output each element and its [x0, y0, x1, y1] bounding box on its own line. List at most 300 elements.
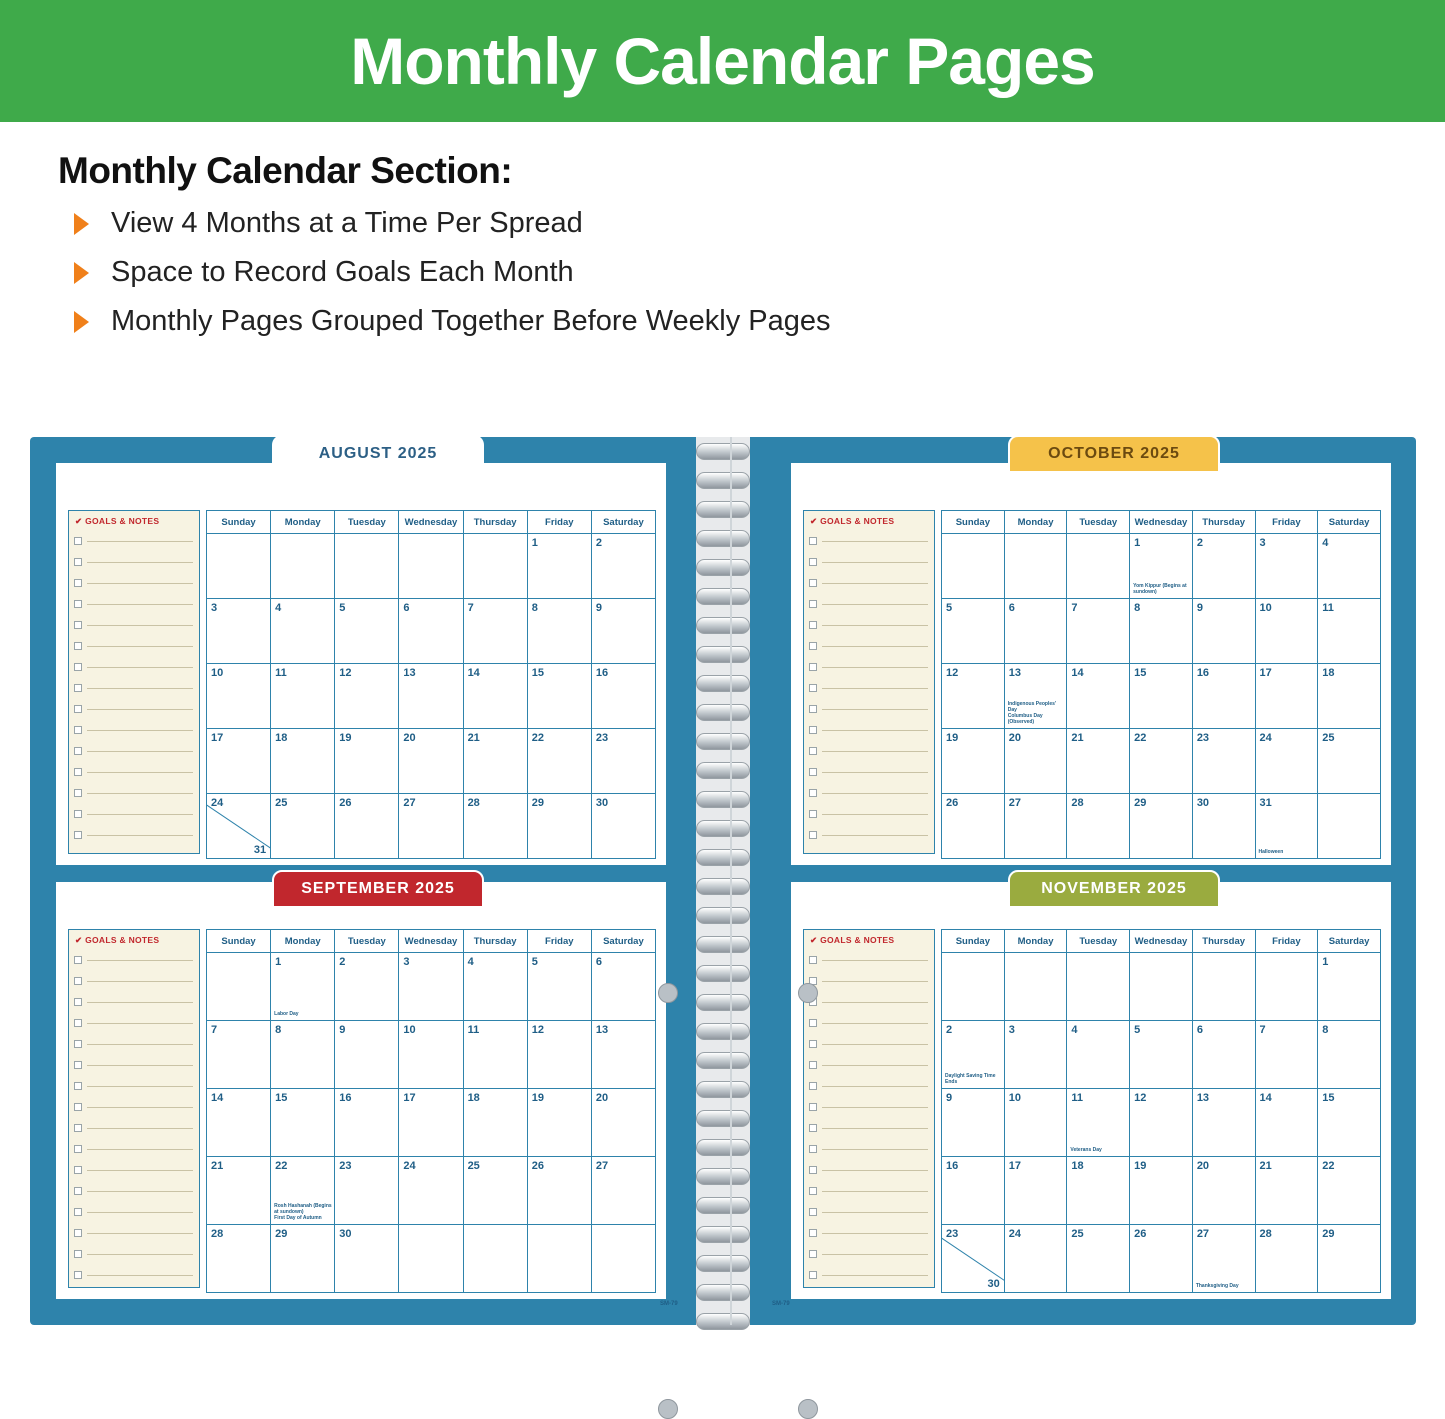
day-cell[interactable] [1255, 599, 1318, 664]
checkbox-icon[interactable] [74, 1208, 82, 1216]
day-cell[interactable] [207, 534, 271, 599]
checkbox-icon[interactable] [809, 642, 817, 650]
banner-title: Monthly Calendar Pages [350, 24, 1095, 98]
checkbox-icon[interactable] [74, 747, 82, 755]
day-number: 17 [211, 732, 224, 744]
checkbox-icon[interactable] [809, 1229, 817, 1237]
day-cell[interactable] [399, 534, 463, 599]
day-cell[interactable] [463, 1089, 527, 1157]
day-cell[interactable] [463, 1021, 527, 1089]
day-number: 19 [339, 732, 352, 744]
day-number: 22 [1322, 1160, 1335, 1172]
day-cell[interactable] [527, 1157, 591, 1225]
day-cell[interactable] [335, 1021, 399, 1089]
day-cell[interactable] [591, 953, 655, 1021]
goal-note-line[interactable] [74, 949, 193, 970]
checkbox-icon[interactable] [809, 1166, 817, 1174]
checkbox-icon[interactable] [809, 1040, 817, 1048]
goal-note-line[interactable] [809, 719, 928, 740]
spiral-coil [696, 704, 750, 721]
day-cell[interactable] [399, 664, 463, 729]
checkbox-icon[interactable] [74, 789, 82, 797]
checkbox-icon[interactable] [809, 789, 817, 797]
day-cell[interactable] [1067, 1021, 1130, 1089]
day-cell[interactable] [207, 1157, 271, 1225]
goal-note-line[interactable] [809, 677, 928, 698]
goal-note-line[interactable] [74, 614, 193, 635]
day-cell[interactable] [1318, 1021, 1381, 1089]
spiral-coil [696, 994, 750, 1011]
arrow-right-icon [74, 262, 89, 284]
day-cell[interactable] [1004, 599, 1067, 664]
day-cell[interactable] [1255, 794, 1318, 859]
holiday-label: Rosh Hashanah (Begins at sundown) First Day of Autumn [274, 1203, 332, 1221]
day-cell[interactable] [399, 729, 463, 794]
spiral-binding [690, 437, 756, 1325]
goal-note-line[interactable] [809, 635, 928, 656]
day-cell[interactable] [527, 794, 591, 859]
day-cell[interactable] [527, 599, 591, 664]
goal-note-line[interactable] [809, 803, 928, 824]
checkbox-icon[interactable] [74, 600, 82, 608]
goal-note-line[interactable] [74, 677, 193, 698]
day-cell[interactable] [942, 1225, 1005, 1293]
day-cell[interactable] [527, 534, 591, 599]
goals-title: ✔ GOALS & NOTES [75, 935, 160, 945]
day-cell[interactable] [1004, 1157, 1067, 1225]
goal-note-line[interactable] [809, 949, 928, 970]
day-cell[interactable] [1192, 729, 1255, 794]
day-cell[interactable] [1318, 1089, 1381, 1157]
day-cell[interactable] [942, 534, 1005, 599]
day-cell[interactable] [942, 729, 1005, 794]
day-cell[interactable] [1192, 1225, 1255, 1293]
goal-note-line[interactable] [74, 1096, 193, 1117]
day-cell[interactable] [271, 1225, 335, 1293]
day-cell[interactable] [1192, 664, 1255, 729]
checkbox-icon[interactable] [74, 810, 82, 818]
day-cell[interactable] [1004, 664, 1067, 729]
day-number: 24 [1259, 732, 1272, 744]
day-cell[interactable] [527, 1021, 591, 1089]
day-cell[interactable] [942, 1157, 1005, 1225]
day-cell[interactable] [1004, 534, 1067, 599]
spiral-coil [696, 936, 750, 953]
goal-note-line[interactable] [74, 1075, 193, 1096]
day-cell[interactable] [1318, 1157, 1381, 1225]
spiral-coil [696, 501, 750, 518]
goal-note-line[interactable] [74, 740, 193, 761]
day-number: 24 [211, 797, 224, 809]
goal-note-line[interactable] [809, 1264, 928, 1285]
day-cell[interactable] [271, 599, 335, 664]
day-cell[interactable] [399, 1157, 463, 1225]
day-cell[interactable] [271, 1089, 335, 1157]
day-cell[interactable] [942, 664, 1005, 729]
spiral-coil [696, 1139, 750, 1156]
goal-note-line[interactable] [809, 1159, 928, 1180]
goal-note-line[interactable] [809, 614, 928, 635]
day-cell[interactable] [1067, 794, 1130, 859]
checkbox-icon[interactable] [74, 831, 82, 839]
day-cell[interactable] [335, 1089, 399, 1157]
goal-note-line[interactable] [809, 593, 928, 614]
day-cell[interactable] [1192, 599, 1255, 664]
day-cell[interactable] [591, 794, 655, 859]
goal-note-line[interactable] [74, 572, 193, 593]
spiral-coil [696, 530, 750, 547]
goal-note-line[interactable] [74, 551, 193, 572]
write-in-rule [87, 1127, 193, 1129]
checkbox-icon[interactable] [74, 579, 82, 587]
checkbox-icon[interactable] [74, 537, 82, 545]
day-cell[interactable] [1130, 1225, 1193, 1293]
goal-note-line[interactable] [74, 1117, 193, 1138]
goal-note-line[interactable] [809, 1096, 928, 1117]
day-cell[interactable] [527, 1089, 591, 1157]
day-cell[interactable] [271, 534, 335, 599]
day-cell[interactable] [591, 1157, 655, 1225]
goal-note-line[interactable] [74, 593, 193, 614]
day-cell[interactable] [271, 1157, 335, 1225]
day-cell[interactable] [1255, 664, 1318, 729]
goal-note-line[interactable] [809, 970, 928, 991]
checkbox-icon[interactable] [74, 684, 82, 692]
day-cell[interactable] [1130, 1157, 1193, 1225]
month-grid-october [941, 510, 1381, 859]
day-cell[interactable] [942, 599, 1005, 664]
spiral-coil [696, 675, 750, 692]
day-cell[interactable] [1004, 1225, 1067, 1293]
goal-note-line[interactable] [74, 719, 193, 740]
goal-note-line[interactable] [809, 551, 928, 572]
goal-note-line[interactable] [809, 740, 928, 761]
goal-note-line[interactable] [74, 530, 193, 551]
goal-note-line[interactable] [809, 1243, 928, 1264]
day-cell[interactable] [463, 794, 527, 859]
day-cell[interactable] [942, 1021, 1005, 1089]
day-cell[interactable] [1067, 953, 1130, 1021]
day-cell[interactable] [1192, 953, 1255, 1021]
checkbox-icon[interactable] [809, 831, 817, 839]
day-cell[interactable] [463, 953, 527, 1021]
checkbox-icon[interactable] [809, 1082, 817, 1090]
goal-note-line[interactable] [809, 1138, 928, 1159]
checkbox-icon[interactable] [74, 1166, 82, 1174]
checkbox-icon[interactable] [809, 663, 817, 671]
checkbox-icon[interactable] [74, 1061, 82, 1069]
checkbox-icon[interactable] [74, 1103, 82, 1111]
day-cell[interactable] [591, 664, 655, 729]
checkbox-icon[interactable] [809, 1103, 817, 1111]
day-cell[interactable] [463, 1225, 527, 1293]
goal-note-line[interactable] [809, 1012, 928, 1033]
checkbox-icon[interactable] [74, 1040, 82, 1048]
goal-note-line[interactable] [74, 1012, 193, 1033]
day-cell[interactable] [399, 599, 463, 664]
checkbox-icon[interactable] [74, 1187, 82, 1195]
day-cell[interactable] [527, 1225, 591, 1293]
day-cell[interactable] [1130, 1089, 1193, 1157]
goal-note-line[interactable] [74, 1222, 193, 1243]
day-cell[interactable] [1004, 953, 1067, 1021]
goal-note-line[interactable] [74, 1201, 193, 1222]
day-cell[interactable] [207, 664, 271, 729]
spiral-coil [696, 1023, 750, 1040]
goal-note-line[interactable] [74, 1243, 193, 1264]
day-cell[interactable] [271, 664, 335, 729]
goal-note-line[interactable] [809, 1075, 928, 1096]
day-cell[interactable] [271, 1021, 335, 1089]
day-cell[interactable] [1130, 794, 1193, 859]
day-cell[interactable] [335, 1157, 399, 1225]
day-cell[interactable] [1130, 534, 1193, 599]
day-cell[interactable] [591, 1225, 655, 1293]
day-number: 9 [946, 1092, 953, 1104]
goal-note-line[interactable] [74, 970, 193, 991]
checkbox-icon[interactable] [74, 1124, 82, 1132]
day-cell[interactable] [463, 729, 527, 794]
checkbox-icon[interactable] [809, 621, 817, 629]
week-row [942, 1089, 1381, 1157]
day-cell[interactable] [463, 664, 527, 729]
goal-note-line[interactable] [74, 1159, 193, 1180]
day-cell[interactable] [1130, 599, 1193, 664]
day-cell[interactable] [591, 729, 655, 794]
day-cell[interactable] [591, 1089, 655, 1157]
checkbox-icon[interactable] [74, 663, 82, 671]
day-cell[interactable] [207, 729, 271, 794]
day-cell[interactable] [1192, 1021, 1255, 1089]
goal-note-line[interactable] [74, 1264, 193, 1285]
day-cell[interactable] [335, 953, 399, 1021]
day-cell[interactable] [1067, 1089, 1130, 1157]
day-cell[interactable] [271, 794, 335, 859]
day-cell[interactable] [335, 729, 399, 794]
day-cell[interactable] [399, 794, 463, 859]
checkbox-icon[interactable] [74, 642, 82, 650]
goal-note-line[interactable] [809, 1201, 928, 1222]
checkbox-icon[interactable] [809, 1271, 817, 1279]
day-cell[interactable] [463, 1157, 527, 1225]
day-cell[interactable] [463, 534, 527, 599]
day-number: 7 [1259, 1024, 1266, 1036]
day-cell[interactable] [1067, 599, 1130, 664]
checkbox-icon[interactable] [74, 956, 82, 964]
day-cell[interactable] [1130, 1021, 1193, 1089]
day-cell[interactable] [527, 729, 591, 794]
day-cell[interactable] [399, 1225, 463, 1293]
checkbox-icon[interactable] [809, 768, 817, 776]
write-in-rule [822, 1064, 928, 1066]
day-cell[interactable] [1318, 534, 1381, 599]
day-cell[interactable] [591, 1021, 655, 1089]
day-number: 1 [1134, 537, 1141, 549]
checkbox-icon[interactable] [74, 705, 82, 713]
checkbox-icon[interactable] [74, 558, 82, 566]
day-cell[interactable] [207, 1021, 271, 1089]
goal-note-line[interactable] [74, 803, 193, 824]
checkbox-icon[interactable] [74, 726, 82, 734]
day-number: 21 [467, 732, 480, 744]
checkbox-icon[interactable] [809, 1187, 817, 1195]
checkbox-icon[interactable] [809, 600, 817, 608]
goal-note-line[interactable] [74, 698, 193, 719]
goal-note-line[interactable] [809, 1117, 928, 1138]
day-cell[interactable] [1318, 953, 1381, 1021]
day-cell[interactable] [335, 599, 399, 664]
goal-note-line[interactable] [809, 530, 928, 551]
goal-note-line[interactable] [809, 656, 928, 677]
checkbox-icon[interactable] [74, 1250, 82, 1258]
checkbox-icon[interactable] [74, 1145, 82, 1153]
checkbox-icon[interactable] [809, 726, 817, 734]
goal-note-line[interactable] [809, 782, 928, 803]
day-cell[interactable] [207, 599, 271, 664]
day-cell[interactable] [591, 534, 655, 599]
checkbox-icon[interactable] [809, 810, 817, 818]
day-cell[interactable] [942, 794, 1005, 859]
day-cell[interactable] [527, 953, 591, 1021]
goal-note-line[interactable] [809, 1222, 928, 1243]
day-cell[interactable] [1318, 729, 1381, 794]
goal-note-line[interactable] [809, 698, 928, 719]
day-cell[interactable] [591, 599, 655, 664]
day-cell[interactable] [399, 1089, 463, 1157]
day-cell[interactable] [1067, 729, 1130, 794]
day-cell[interactable] [1004, 729, 1067, 794]
checkbox-icon[interactable] [809, 1208, 817, 1216]
day-cell[interactable] [335, 794, 399, 859]
day-cell[interactable] [942, 1089, 1005, 1157]
goal-note-line[interactable] [809, 761, 928, 782]
day-cell[interactable] [527, 664, 591, 729]
day-cell[interactable] [463, 599, 527, 664]
goal-note-line[interactable] [74, 1180, 193, 1201]
checkbox-icon[interactable] [809, 705, 817, 713]
goal-note-line[interactable] [74, 1033, 193, 1054]
day-cell[interactable] [1318, 1225, 1381, 1293]
checkbox-icon[interactable] [74, 1229, 82, 1237]
day-cell[interactable] [1192, 1089, 1255, 1157]
checkbox-icon[interactable] [809, 747, 817, 755]
checkbox-icon[interactable] [74, 1271, 82, 1279]
checkbox-icon[interactable] [809, 537, 817, 545]
day-cell[interactable] [335, 534, 399, 599]
day-cell[interactable] [1192, 1157, 1255, 1225]
day-cell[interactable] [271, 953, 335, 1021]
day-cell[interactable] [1067, 534, 1130, 599]
day-cell[interactable] [399, 953, 463, 1021]
goal-note-line[interactable] [74, 991, 193, 1012]
day-cell[interactable] [1130, 729, 1193, 794]
checkbox-icon[interactable] [74, 768, 82, 776]
day-cell[interactable] [207, 953, 271, 1021]
day-cell[interactable] [1318, 664, 1381, 729]
day-cell[interactable] [1255, 534, 1318, 599]
checkbox-icon[interactable] [74, 1082, 82, 1090]
day-number: 1 [531, 537, 538, 549]
goal-note-line[interactable] [809, 1054, 928, 1075]
month-tab-november: NOVEMBER 2025 [1008, 870, 1220, 908]
day-cell[interactable] [1067, 1225, 1130, 1293]
goal-note-line[interactable] [74, 1054, 193, 1075]
day-cell[interactable] [1318, 599, 1381, 664]
write-in-rule [822, 729, 928, 731]
goal-note-line[interactable] [74, 635, 193, 656]
goal-note-line[interactable] [74, 761, 193, 782]
day-cell[interactable] [207, 794, 271, 859]
checkbox-icon[interactable] [809, 1124, 817, 1132]
day-number: 4 [467, 956, 474, 968]
day-cell[interactable] [1318, 794, 1381, 859]
day-cell[interactable] [1255, 1021, 1318, 1089]
day-number: 7 [1071, 602, 1078, 614]
checkbox-icon[interactable] [809, 684, 817, 692]
goal-note-line[interactable] [74, 656, 193, 677]
day-cell[interactable] [335, 664, 399, 729]
checkbox-icon[interactable] [809, 1019, 817, 1027]
day-cell[interactable] [271, 729, 335, 794]
day-cell[interactable] [207, 1225, 271, 1293]
checkbox-icon[interactable] [74, 998, 82, 1006]
day-cell[interactable] [942, 953, 1005, 1021]
day-cell[interactable] [1067, 1157, 1130, 1225]
goal-note-line[interactable] [809, 824, 928, 845]
checkbox-icon[interactable] [809, 579, 817, 587]
goal-note-line[interactable] [74, 1138, 193, 1159]
day-cell[interactable] [1255, 953, 1318, 1021]
arrow-right-icon [74, 311, 89, 333]
goal-note-line[interactable] [809, 1180, 928, 1201]
checkbox-icon[interactable] [809, 558, 817, 566]
day-cell[interactable] [335, 1225, 399, 1293]
day-cell[interactable] [1004, 1021, 1067, 1089]
day-cell[interactable] [1255, 729, 1318, 794]
day-cell[interactable] [1255, 1089, 1318, 1157]
checkbox-icon[interactable] [809, 1061, 817, 1069]
weekday-header: Saturday [1318, 511, 1381, 534]
day-cell[interactable] [1130, 953, 1193, 1021]
day-cell[interactable] [1067, 664, 1130, 729]
goal-note-line[interactable] [74, 782, 193, 803]
checkbox-icon[interactable] [74, 621, 82, 629]
goal-note-line[interactable] [809, 572, 928, 593]
checkbox-icon[interactable] [809, 1145, 817, 1153]
day-number: 5 [946, 602, 953, 614]
day-number: 14 [467, 667, 480, 679]
day-cell[interactable] [1192, 794, 1255, 859]
checkbox-icon[interactable] [74, 1019, 82, 1027]
day-cell[interactable] [1192, 534, 1255, 599]
day-cell[interactable] [399, 1021, 463, 1089]
checkbox-icon[interactable] [74, 977, 82, 985]
goal-note-line[interactable] [809, 1033, 928, 1054]
day-cell[interactable] [1130, 664, 1193, 729]
checkbox-icon[interactable] [809, 956, 817, 964]
day-cell[interactable] [1255, 1225, 1318, 1293]
day-cell[interactable] [1004, 794, 1067, 859]
day-cell[interactable] [1004, 1089, 1067, 1157]
day-number: 25 [467, 1160, 480, 1172]
arrow-right-icon [74, 213, 89, 235]
day-cell[interactable] [207, 1089, 271, 1157]
goal-note-line[interactable] [74, 824, 193, 845]
goal-note-line[interactable] [809, 991, 928, 1012]
write-in-rule [822, 540, 928, 542]
checkbox-icon[interactable] [809, 1250, 817, 1258]
day-cell[interactable] [1255, 1157, 1318, 1225]
